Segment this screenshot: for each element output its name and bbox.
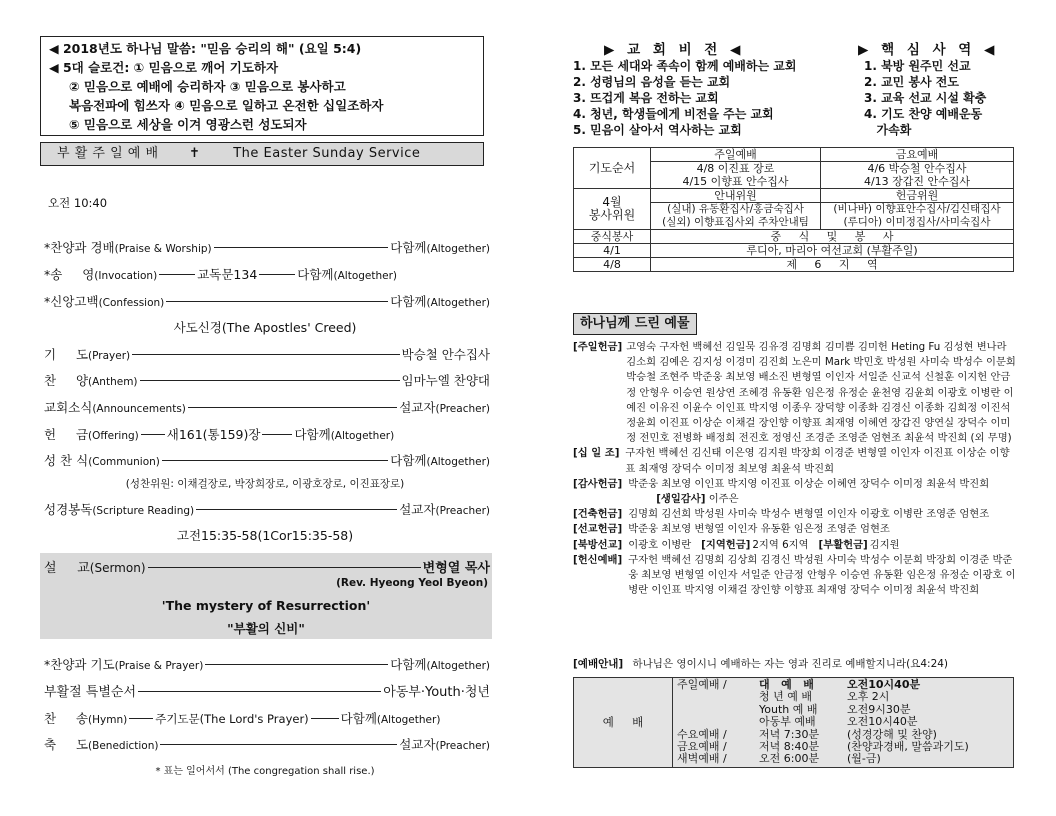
order-name-en: (Confession): [98, 297, 165, 309]
offering-label: [건축헌금]: [573, 508, 623, 521]
schedule-c: (성경강해 및 찬양): [847, 727, 937, 741]
core-item: 가속화: [864, 123, 912, 137]
dash-line: [141, 434, 165, 435]
motto-box: [40, 36, 484, 136]
order-name: 찬 송: [44, 711, 89, 726]
order-row: [44, 709, 490, 727]
dash-line: [138, 691, 381, 692]
motto-line: ◀ 5대 슬로건: ① 믿음으로 깨어 기도하자: [49, 60, 279, 75]
vision-item: 4. 청년, 학생들에게 비전을 주는 교회: [573, 107, 774, 121]
offering-label: [북방선교]: [573, 538, 623, 551]
order-row: [44, 557, 490, 576]
order-mid: 교독문134: [197, 267, 258, 282]
core-item: 2. 교민 봉사 전도: [864, 75, 959, 89]
offering-names: 김지원: [869, 538, 900, 551]
service-title-en: The Easter Sunday Service: [233, 146, 421, 161]
guide-head: 안내위원: [651, 189, 821, 203]
schedule-a: 새벽예배 /: [677, 752, 727, 766]
order-right: 아동부·Youth·청년: [383, 685, 490, 700]
schedule-c: 오전10시40분: [847, 678, 921, 691]
vision-title: ▶ 교 회 비 전 ◀: [604, 42, 745, 58]
cross-icon: ✝: [189, 146, 201, 161]
dash-line: [162, 460, 388, 461]
schedule-b: 오전 6:00분: [759, 752, 820, 766]
offering-label: [헌신예배]: [573, 553, 623, 566]
motto-line: ◀ 2018년도 하나님 말씀: "믿음 승리의 해" (요일 5:4): [49, 41, 362, 56]
schedule-row: [677, 704, 1009, 716]
dash-line: [262, 434, 292, 435]
offering-row: [573, 446, 1019, 476]
offering-label: [선교헌금]: [573, 523, 623, 536]
order-name: 헌 금: [44, 427, 89, 442]
offering-entry: (비나바) 이향표안수집사/김신태집사: [833, 203, 1001, 215]
order-name: 부활절 특별순서: [44, 685, 137, 700]
order-name: 성경봉독: [44, 502, 93, 517]
schedule-row: [677, 679, 1009, 691]
offering-label: [지역헌금]: [701, 538, 751, 551]
order-name-en: (Invocation): [94, 270, 158, 282]
order-row: [44, 735, 490, 753]
guide-cell: [651, 203, 821, 230]
order-right: 설교자: [399, 737, 436, 752]
order-right: 박승철 안수집사: [401, 347, 490, 362]
schedule-row: [677, 753, 1009, 765]
order-right-en: (Altogether): [330, 430, 395, 442]
order-row: [44, 371, 490, 389]
core-title: ▶ 핵 심 사 역 ◀: [858, 42, 999, 58]
offering-row: [573, 340, 1019, 446]
creed-line: 사도신경(The Apostles' Creed): [173, 320, 357, 335]
dash-line: [166, 301, 388, 302]
offering-names: 김명희 김선희 박성원 사미숙 박성수 변형열 이인자 이광호 이병란 조영준 엄현조: [628, 508, 990, 521]
order-right-en: (Altogether): [426, 243, 490, 255]
order-row: [44, 398, 490, 416]
schedule-c: 오전10시40분: [847, 715, 918, 729]
offering-row: [573, 507, 1019, 522]
schedule-row: [677, 691, 1009, 703]
schedule-a: [677, 704, 759, 716]
schedule-c: 오후 2시: [847, 690, 890, 704]
order-name: 기 도: [44, 347, 89, 362]
dash-line: [259, 274, 295, 275]
core-list: [864, 58, 986, 138]
order-name-en: (Sermon): [89, 561, 146, 575]
core-item: 1. 북방 원주민 선교: [864, 59, 971, 73]
prayer-fri: [821, 162, 1014, 189]
schedule-c: (월-금): [847, 752, 881, 766]
offering-list: [573, 340, 1019, 598]
thanks-names: 박준웅 최보영 이인표 박지영 이진표 이상순 이혜연 장덕수 이미정 최윤석 박진희: [628, 477, 990, 490]
order-mid: 주기도문(The Lord's Prayer): [155, 712, 309, 726]
order-name-en: (Benediction): [88, 740, 159, 752]
schedule-b: Youth 예 배: [759, 702, 818, 716]
worship-guide: [573, 656, 1019, 671]
order-right: 다함께: [340, 711, 377, 726]
dash-line: [148, 567, 421, 568]
schedule-b: 저녁 8:40분: [759, 740, 820, 754]
vision-item: 2. 성령님의 음성을 듣는 교회: [573, 75, 731, 89]
order-row: [44, 292, 490, 310]
order-mid: 새161(통159)장: [166, 427, 261, 442]
offering-label: [주일헌금]: [573, 341, 623, 353]
dash-line: [188, 407, 397, 408]
dash-line: [214, 247, 389, 248]
offering-label: [십 일 조]: [573, 447, 620, 460]
order-name: *찬양과 기도: [44, 657, 115, 672]
dash-line: [196, 509, 397, 510]
offering-names: [628, 477, 1019, 507]
schedule-c: (찬양과경배, 말씀과기도): [847, 740, 969, 754]
schedule-a: [677, 691, 759, 703]
birthday-names: 이주은: [708, 493, 739, 506]
sunday-head: 주일예배: [651, 148, 821, 162]
mid-label: 중식봉사: [574, 230, 651, 244]
order-name: 설 교: [44, 561, 90, 576]
order-row: [44, 238, 490, 256]
communion-note: (성찬위원: 이채걸장로, 박장희장로, 이광호장로, 이진표장로): [125, 478, 405, 490]
order-name: 교회소식: [44, 400, 93, 415]
schedule-a: 수요예배 /: [677, 727, 727, 741]
schedule-b: 아동부 예배: [759, 715, 816, 729]
motto-line: ② 믿음으로 예배에 승리하자 ③ 믿음으로 봉사하고: [69, 79, 346, 94]
motto-line: 복음전파에 힘쓰자 ④ 믿음으로 일하고 온전한 십일조하자: [69, 98, 384, 113]
duty-table: [573, 147, 1014, 272]
schedule-b: 청 년 예 배: [759, 690, 812, 704]
order-right-en: (Preacher): [435, 505, 490, 517]
core-item: 3. 교육 선교 시설 확충: [864, 91, 987, 105]
schedule-a: 주일예배 /: [677, 678, 727, 691]
order-name-en: (Praise & Worship): [114, 243, 212, 255]
month-sub: 봉사위원: [588, 208, 636, 222]
mid-text: 루디아, 마리아 여선교회 (부활주일): [651, 244, 1014, 258]
order-row: [44, 425, 490, 443]
order-row: [44, 655, 490, 673]
offering-label: [생일감사]: [656, 493, 706, 506]
scripture-ref: 고전15:35-58(1Cor15:35-58): [176, 528, 354, 543]
order-right: 다함께: [390, 240, 427, 255]
order-right-en: (Altogether): [426, 297, 490, 309]
service-time: 오전 10:40: [48, 196, 108, 210]
order-name: 축 도: [44, 737, 89, 752]
order-name-en: (Prayer): [88, 350, 131, 362]
prayer-entry: 4/13 장갑진 안수집사: [863, 175, 971, 188]
order-right: 다함께: [294, 427, 331, 442]
offering-names: 고영숙 구자헌 백혜선 김일묵 김유경 김명희 김미쁨 김미헌 Heting Fu 김성현 변나라 김소희 김예은 김지성 이경미 김진희 노은미 Mark 박민호 박성원 사미숙 박성수 이문희 박승철 조현주 박준웅 최보영 배소진 변형열 이인자 서일준 신교석 신철훈 이지헌 안금정 안형우 이승연 원상연 조혜경 유동환 임은정 유정순 윤천영 김윤희 이광호 이병란 이예진 이유진 이윤수 이인표 박지영 이종우 장덕향 이종화 김경신 이종화 김희정 이진석 정윤희 이진표 이상순 이채걸 장인향 이향표 최재영 이혜연 장갑진 양연실 장덕수 이미정 전민호 전병화 배정희 전진호 정영신 조경준 조영준 엄현조 최윤석 박진희 (외 무명): [626, 341, 1016, 445]
prayer-entry: 4/15 이향표 안수집사: [682, 175, 789, 188]
guide-entry: (실외) 이향표집사외 주차안내팀: [662, 216, 809, 228]
order-right: 설교자: [399, 502, 436, 517]
order-name: 성 찬 식: [44, 453, 89, 468]
guide-entry: (실내) 유동환집사/홍금숙집사: [667, 203, 804, 215]
vision-list: [573, 58, 796, 138]
offering-names: 구자헌 백혜선 김명희 김상희 김경신 박성원 사미숙 박성수 이문희 박장희 이경준 박준웅 최보영 변형열 이인자 서일준 안금정 안형우 이승연 유동환 임은정 유정순 이광호 이병란 이인표 박지영 이채걸 장인향 이향표 최재영 장덕수 이미정 최윤석 박진희: [628, 553, 1016, 597]
mid-date: 4/8: [574, 258, 651, 272]
order-name: *찬양과 경배: [44, 240, 115, 255]
order-right-en: (Preacher): [435, 740, 490, 752]
order-right: 설교자: [399, 400, 436, 415]
schedule-b: 대 예 배: [759, 678, 814, 691]
order-right: 다함께: [297, 267, 334, 282]
order-right: 다함께: [390, 657, 427, 672]
schedule-a: [677, 716, 759, 728]
dash-line: [132, 354, 399, 355]
mid-text: 제 6 지 역: [651, 258, 1014, 272]
offering-label: [감사헌금]: [573, 477, 623, 490]
prayer-label: 기도순서: [574, 148, 651, 189]
sermon-title-en: 'The mystery of Resurrection': [161, 598, 371, 613]
offering-row: [573, 538, 1019, 553]
vision-item: 1. 모든 세대와 족속이 함께 예배하는 교회: [573, 59, 797, 73]
dash-line: [160, 744, 397, 745]
worship-guide-text: 하나님은 영이시니 예배하는 자는 영과 진리로 예배할지니라(요4:24): [632, 658, 949, 670]
motto-line: ⑤ 믿음으로 세상을 이겨 영광스런 성도되자: [69, 117, 307, 132]
order-right-en: (Altogether): [426, 456, 490, 468]
offering-names: 이광호 이병란: [628, 538, 692, 551]
friday-head: 금요예배: [821, 148, 1014, 162]
dash-line: [129, 718, 153, 719]
worship-schedule: [673, 678, 1014, 768]
order-right-en: (Altogether): [426, 660, 490, 672]
schedule-a: 금요예배 /: [677, 740, 727, 754]
offering-names: 박준웅 최보영 변형열 이인자 유동환 임은정 조영준 엄현조: [628, 523, 890, 536]
order-right: 임마누엘 찬양대: [401, 373, 490, 388]
order-right: 다함께: [390, 453, 427, 468]
offering-label: [부활헌금]: [818, 538, 868, 551]
order-name-en: (Anthem): [88, 376, 138, 388]
footnote: * 표는 일어서서 (The congregation shall rise.): [155, 766, 375, 777]
month-label: [574, 189, 651, 230]
sermon-title-ko: "부활의 신비": [227, 621, 305, 636]
order-name: *신앙고백: [44, 294, 99, 309]
schedule-b: 저녁 7:30분: [759, 727, 820, 741]
order-right-en: (Altogether): [333, 270, 398, 282]
dash-line: [140, 380, 400, 381]
order-name-en: (Hymn): [88, 714, 128, 726]
dash-line: [159, 274, 195, 275]
worship-guide-label: [예배안내]: [573, 658, 624, 670]
order-row: [44, 265, 490, 283]
order-right-en: (Altogether): [376, 714, 441, 726]
offering-title: 하나님께 드린 예물: [573, 313, 697, 335]
offering-head: 헌금위원: [821, 189, 1014, 203]
service-title: [40, 142, 484, 166]
order-row: [44, 345, 490, 363]
offering-row: [573, 477, 1019, 507]
order-row: [44, 681, 490, 700]
dash-line: [311, 718, 339, 719]
order-name-en: (Communion): [88, 456, 160, 468]
offering-row: [573, 553, 1019, 599]
order-right: 변형열 목사: [422, 561, 490, 576]
schedule-row: [677, 716, 1009, 728]
order-name: 찬 양: [44, 373, 89, 388]
offering-cell: [821, 203, 1014, 230]
order-row: [44, 500, 490, 518]
worship-table: [573, 677, 1014, 768]
order-right-en: (Preacher): [435, 403, 490, 415]
sermon-box: [40, 553, 492, 639]
order-name-en: (Praise & Prayer): [114, 660, 204, 672]
order-name: *송 영: [44, 267, 95, 282]
offering-names: 2지역 6지역: [752, 538, 809, 551]
order-row: [44, 451, 490, 469]
mid-head: 중 식 및 봉 사: [651, 230, 1014, 244]
vision-item: 5. 믿음이 살아서 역사하는 교회: [573, 123, 742, 137]
order-right: 다함께: [390, 294, 427, 309]
order-name-en: (Announcements): [92, 403, 186, 415]
order-name-en: (Offering): [88, 430, 139, 442]
prayer-entry: 4/6 박승철 안수집사: [867, 162, 967, 175]
order-name-en: (Scripture Reading): [92, 505, 195, 517]
worship-cell-label: 예 배: [574, 678, 673, 768]
offering-row: [573, 522, 1019, 537]
preacher-en: (Rev. Hyeong Yeol Byeon): [336, 577, 488, 589]
mid-date: 4/1: [574, 244, 651, 258]
dash-line: [205, 664, 388, 665]
offering-entry: (루디아) 이미정집사/사미숙집사: [843, 216, 991, 228]
schedule-c: 오전9시30분: [847, 702, 911, 716]
vision-item: 3. 뜨겁게 복음 전하는 교회: [573, 91, 719, 105]
service-title-ko: 부 활 주 일 예 배: [57, 146, 159, 161]
prayer-sun: [651, 162, 821, 189]
offering-names: 구자헌 백혜선 김신태 이은영 김지원 박장희 이경준 변형열 이인자 이진표 이상순 이향표 최재영 장덕수 이미정 최보영 최윤석 박진희: [625, 447, 1010, 475]
prayer-entry: 4/8 이진표 장로: [696, 162, 775, 175]
core-item: 4. 기도 찬양 예배운동: [864, 107, 983, 121]
month: 4월: [602, 195, 622, 209]
